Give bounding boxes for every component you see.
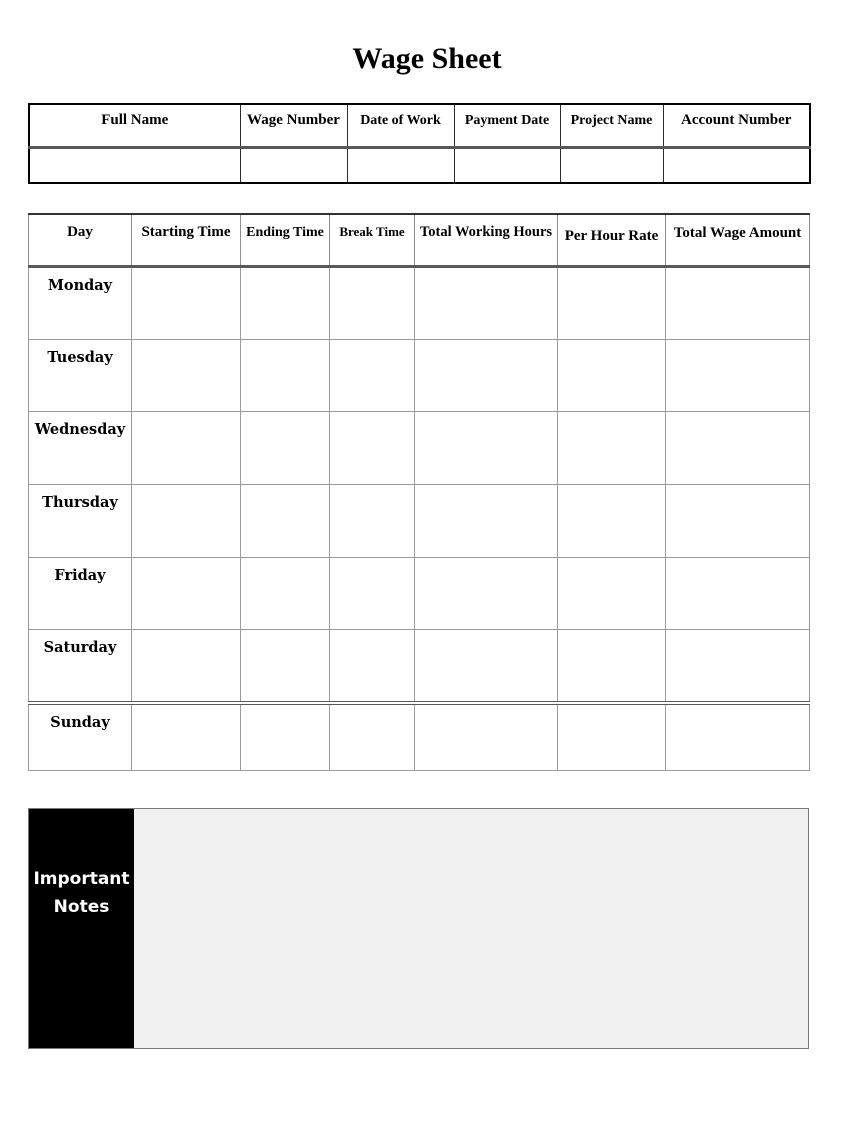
break-time-cell[interactable] bbox=[330, 629, 415, 703]
total-working-hours-cell[interactable] bbox=[415, 629, 558, 703]
header-full-name: Full Name bbox=[29, 104, 240, 147]
break-time-cell[interactable] bbox=[330, 266, 415, 339]
day-label: Monday bbox=[29, 266, 132, 339]
full-name-field[interactable] bbox=[29, 147, 240, 183]
ending-time-cell[interactable] bbox=[241, 629, 330, 703]
timesheet-row-monday bbox=[29, 266, 810, 339]
timesheet-row-friday bbox=[29, 557, 810, 629]
starting-time-cell[interactable] bbox=[132, 339, 241, 411]
total-working-hours-cell[interactable] bbox=[415, 703, 558, 770]
total-working-hours-cell[interactable] bbox=[415, 266, 558, 339]
wage-number-field[interactable] bbox=[240, 147, 347, 183]
total-wage-amount-cell[interactable] bbox=[666, 339, 810, 411]
break-time-cell[interactable] bbox=[330, 484, 415, 557]
timesheet-row-wednesday bbox=[29, 411, 810, 484]
important-notes-section bbox=[28, 808, 809, 1049]
timesheet-row-saturday bbox=[29, 629, 810, 703]
break-time-cell[interactable] bbox=[330, 703, 415, 770]
header-starting-time: Starting Time bbox=[132, 214, 241, 266]
total-working-hours-cell[interactable] bbox=[415, 411, 558, 484]
total-wage-amount-cell[interactable] bbox=[666, 266, 810, 339]
payment-date-field[interactable] bbox=[454, 147, 560, 183]
header-total-wage-amount: Total Wage Amount bbox=[666, 214, 810, 266]
ending-time-cell[interactable] bbox=[241, 411, 330, 484]
break-time-cell[interactable] bbox=[330, 557, 415, 629]
per-hour-rate-cell[interactable] bbox=[558, 557, 666, 629]
per-hour-rate-cell[interactable] bbox=[558, 411, 666, 484]
total-working-hours-cell[interactable] bbox=[415, 557, 558, 629]
header-per-hour-rate: Per Hour Rate bbox=[558, 214, 666, 266]
timesheet-row-sunday bbox=[29, 703, 810, 770]
header-wage-number: Wage Number bbox=[240, 104, 347, 147]
employee-data-row bbox=[29, 147, 810, 183]
notes-input-area[interactable] bbox=[134, 809, 808, 1048]
important-notes-label-line1: Important bbox=[33, 869, 130, 889]
ending-time-cell[interactable] bbox=[241, 266, 330, 339]
day-label: Thursday bbox=[29, 484, 132, 557]
break-time-cell[interactable] bbox=[330, 411, 415, 484]
starting-time-cell[interactable] bbox=[132, 557, 241, 629]
starting-time-cell[interactable] bbox=[132, 484, 241, 557]
header-ending-time: Ending Time bbox=[241, 214, 330, 266]
header-break-time: Break Time bbox=[330, 214, 415, 266]
project-name-field[interactable] bbox=[560, 147, 663, 183]
date-of-work-field[interactable] bbox=[347, 147, 454, 183]
per-hour-rate-cell[interactable] bbox=[558, 339, 666, 411]
timesheet-header-row bbox=[29, 214, 810, 266]
day-label: Tuesday bbox=[29, 339, 132, 411]
starting-time-cell[interactable] bbox=[132, 266, 241, 339]
important-notes-label-line2: Notes bbox=[53, 897, 110, 917]
total-wage-amount-cell[interactable] bbox=[666, 557, 810, 629]
timesheet-table bbox=[28, 213, 810, 771]
header-payment-date: Payment Date bbox=[454, 104, 560, 147]
total-wage-amount-cell[interactable] bbox=[666, 703, 810, 770]
page-title: Wage Sheet bbox=[352, 42, 502, 75]
day-label: Friday bbox=[29, 557, 132, 629]
per-hour-rate-cell[interactable] bbox=[558, 484, 666, 557]
per-hour-rate-cell[interactable] bbox=[558, 629, 666, 703]
starting-time-cell[interactable] bbox=[132, 703, 241, 770]
header-total-working-hours: Total Working Hours bbox=[415, 214, 558, 266]
total-working-hours-cell[interactable] bbox=[415, 339, 558, 411]
ending-time-cell[interactable] bbox=[241, 484, 330, 557]
per-hour-rate-cell[interactable] bbox=[558, 266, 666, 339]
total-working-hours-cell[interactable] bbox=[415, 484, 558, 557]
employee-header-row bbox=[29, 104, 810, 147]
starting-time-cell[interactable] bbox=[132, 411, 241, 484]
total-wage-amount-cell[interactable] bbox=[666, 629, 810, 703]
header-account-number: Account Number bbox=[663, 104, 810, 147]
header-project-name: Project Name bbox=[560, 104, 663, 147]
ending-time-cell[interactable] bbox=[241, 557, 330, 629]
total-wage-amount-cell[interactable] bbox=[666, 411, 810, 484]
starting-time-cell[interactable] bbox=[132, 629, 241, 703]
day-label: Wednesday bbox=[29, 411, 132, 484]
timesheet-row-tuesday bbox=[29, 339, 810, 411]
total-wage-amount-cell[interactable] bbox=[666, 484, 810, 557]
header-day: Day bbox=[29, 214, 132, 266]
per-hour-rate-cell[interactable] bbox=[558, 703, 666, 770]
day-label: Sunday bbox=[29, 703, 132, 770]
header-date-of-work: Date of Work bbox=[347, 104, 454, 147]
break-time-cell[interactable] bbox=[330, 339, 415, 411]
account-number-field[interactable] bbox=[663, 147, 810, 183]
ending-time-cell[interactable] bbox=[241, 703, 330, 770]
employee-info-table bbox=[28, 103, 811, 184]
ending-time-cell[interactable] bbox=[241, 339, 330, 411]
important-notes-label bbox=[29, 809, 134, 1048]
timesheet-row-thursday bbox=[29, 484, 810, 557]
day-label: Saturday bbox=[29, 629, 132, 703]
